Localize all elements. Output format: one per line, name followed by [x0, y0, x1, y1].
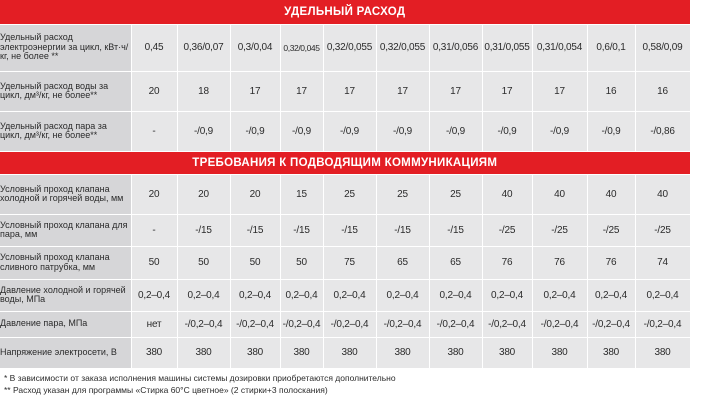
table-cell: 380: [482, 337, 532, 368]
table-cell: 76: [532, 246, 587, 279]
table-cell: -/0,2–0,4: [587, 311, 635, 337]
table-row: [0, 111, 690, 151]
table-cell: -/0,9: [177, 111, 230, 151]
table-cell: 20: [230, 174, 280, 214]
table-cell: 65: [376, 246, 429, 279]
table-cell: 0,6/0,1: [587, 24, 635, 71]
table-cell: 0,2–0,4: [376, 279, 429, 311]
table-cell: 0,2–0,4: [131, 279, 177, 311]
table-cell: 0,2–0,4: [429, 279, 482, 311]
table-cell: -/0,2–0,4: [429, 311, 482, 337]
table-cell: -: [131, 214, 177, 246]
table-cell: -/0,2–0,4: [482, 311, 532, 337]
table-cell: 17: [532, 71, 587, 111]
table-cell: 380: [177, 337, 230, 368]
row-label: Условный проход клапана сливного патрубка, мм: [0, 246, 131, 279]
table-cell: 0,32/0,045: [280, 24, 323, 71]
table-cell: 40: [482, 174, 532, 214]
table-cell: 0,2–0,4: [587, 279, 635, 311]
table-cell: 16: [635, 71, 690, 111]
table-cell: -/0,2–0,4: [280, 311, 323, 337]
table-cell: -/0,9: [323, 111, 376, 151]
table-cell: 0,32/0,055: [323, 24, 376, 71]
row-label: Условный проход клапана холодной и горячей воды, мм: [0, 174, 131, 214]
table-cell: 17: [230, 71, 280, 111]
table-cell: -/0,9: [376, 111, 429, 151]
table-cell: 0,58/0,09: [635, 24, 690, 71]
footnote: ** Расход указан для программы «Стирка 60°С цветное» (2 стирки+3 полоскания): [4, 385, 328, 395]
table-cell: -/0,2–0,4: [230, 311, 280, 337]
table-cell: 20: [177, 174, 230, 214]
table-cell: 380: [323, 337, 376, 368]
table-cell: 15: [280, 174, 323, 214]
table-cell: 75: [323, 246, 376, 279]
table-cell: -/15: [230, 214, 280, 246]
table-cell: 17: [482, 71, 532, 111]
table-cell: -/15: [376, 214, 429, 246]
table-cell: 18: [177, 71, 230, 111]
table-cell: 17: [280, 71, 323, 111]
table-row: [0, 279, 690, 311]
table-cell: 17: [323, 71, 376, 111]
table-cell: -/0,9: [230, 111, 280, 151]
table-cell: -/25: [482, 214, 532, 246]
table-cell: 380: [230, 337, 280, 368]
table-cell: 0,31/0,055: [482, 24, 532, 71]
table-cell: -/25: [587, 214, 635, 246]
section-title: УДЕЛЬНЫЙ РАСХОД: [0, 0, 690, 24]
table-cell: 380: [280, 337, 323, 368]
table-cell: 0,3/0,04: [230, 24, 280, 71]
section-header-utilities: [0, 151, 690, 174]
table-row: [0, 214, 690, 246]
table-row: [0, 71, 690, 111]
table-cell: 76: [482, 246, 532, 279]
section-header-consumption: [0, 0, 690, 24]
table-cell: -/0,2–0,4: [635, 311, 690, 337]
table-cell: -/0,2–0,4: [532, 311, 587, 337]
table-row: [0, 174, 690, 214]
table-cell: 0,2–0,4: [323, 279, 376, 311]
table-cell: 20: [131, 174, 177, 214]
table-row: [0, 246, 690, 279]
table-cell: 380: [587, 337, 635, 368]
table-cell: -/0,2–0,4: [376, 311, 429, 337]
table-cell: -/15: [280, 214, 323, 246]
row-label: Условный проход клапана для пара, мм: [0, 214, 131, 246]
row-label: Удельный расход электроэнергии за цикл, кВт·ч/кг, не более **: [0, 24, 131, 71]
table-cell: 0,2–0,4: [280, 279, 323, 311]
table-cell: 380: [532, 337, 587, 368]
table-cell: 17: [376, 71, 429, 111]
table-cell: -/0,2–0,4: [177, 311, 230, 337]
table-cell: -/25: [635, 214, 690, 246]
table-cell: 76: [587, 246, 635, 279]
table-cell: 0,2–0,4: [230, 279, 280, 311]
table-cell: 0,45: [131, 24, 177, 71]
table-cell: -/0,9: [482, 111, 532, 151]
table-cell: 40: [587, 174, 635, 214]
table-row: [0, 24, 690, 71]
table-cell: 0,2–0,4: [532, 279, 587, 311]
table-cell: 16: [587, 71, 635, 111]
table-cell: -/0,9: [429, 111, 482, 151]
table-cell: 65: [429, 246, 482, 279]
row-label: Давление пара, МПа: [0, 311, 131, 337]
table-cell: 0,2–0,4: [482, 279, 532, 311]
row-label: Удельный расход пара за цикл, дм³/кг, не более**: [0, 111, 131, 151]
table-row: [0, 311, 690, 337]
table-cell: -/15: [177, 214, 230, 246]
table-cell: -/0,86: [635, 111, 690, 151]
table-cell: 0,2–0,4: [177, 279, 230, 311]
table-cell: 380: [376, 337, 429, 368]
table-cell: -/15: [323, 214, 376, 246]
table-cell: 0,36/0,07: [177, 24, 230, 71]
table-cell: 25: [323, 174, 376, 214]
table-cell: 17: [429, 71, 482, 111]
table-cell: -/0,9: [587, 111, 635, 151]
table-cell: 74: [635, 246, 690, 279]
row-label: Напряжение электросети, В: [0, 337, 131, 368]
row-label: Удельный расход воды за цикл, дм³/кг, не более**: [0, 71, 131, 111]
table-cell: 25: [429, 174, 482, 214]
footnote: * В зависимости от заказа исполнения машины системы дозировки приобретаются дополнительно: [4, 373, 396, 383]
table-row: [0, 337, 690, 368]
row-label: Давление холодной и горячей воды, МПа: [0, 279, 131, 311]
table-cell: 50: [280, 246, 323, 279]
table-cell: 380: [131, 337, 177, 368]
footnotes: [4, 372, 396, 396]
table-cell: 0,32/0,055: [376, 24, 429, 71]
section-title: ТРЕБОВАНИЯ К ПОДВОДЯЩИМ КОММУНИКАЦИЯМ: [0, 151, 690, 174]
table-cell: -/15: [429, 214, 482, 246]
table-cell: 0,31/0,056: [429, 24, 482, 71]
table-cell: 25: [376, 174, 429, 214]
table-cell: 380: [635, 337, 690, 368]
table-cell: 50: [230, 246, 280, 279]
table-cell: нет: [131, 311, 177, 337]
table-cell: -/0,9: [532, 111, 587, 151]
table-cell: -/0,9: [280, 111, 323, 151]
table-cell: 40: [532, 174, 587, 214]
table-cell: -/0,2–0,4: [323, 311, 376, 337]
table-cell: -/25: [532, 214, 587, 246]
table-cell: -: [131, 111, 177, 151]
table-cell: 50: [177, 246, 230, 279]
table-cell: 50: [131, 246, 177, 279]
table-cell: 0,2–0,4: [635, 279, 690, 311]
table-cell: 20: [131, 71, 177, 111]
table-cell: 380: [429, 337, 482, 368]
table-cell: 0,31/0,054: [532, 24, 587, 71]
table-cell: 40: [635, 174, 690, 214]
